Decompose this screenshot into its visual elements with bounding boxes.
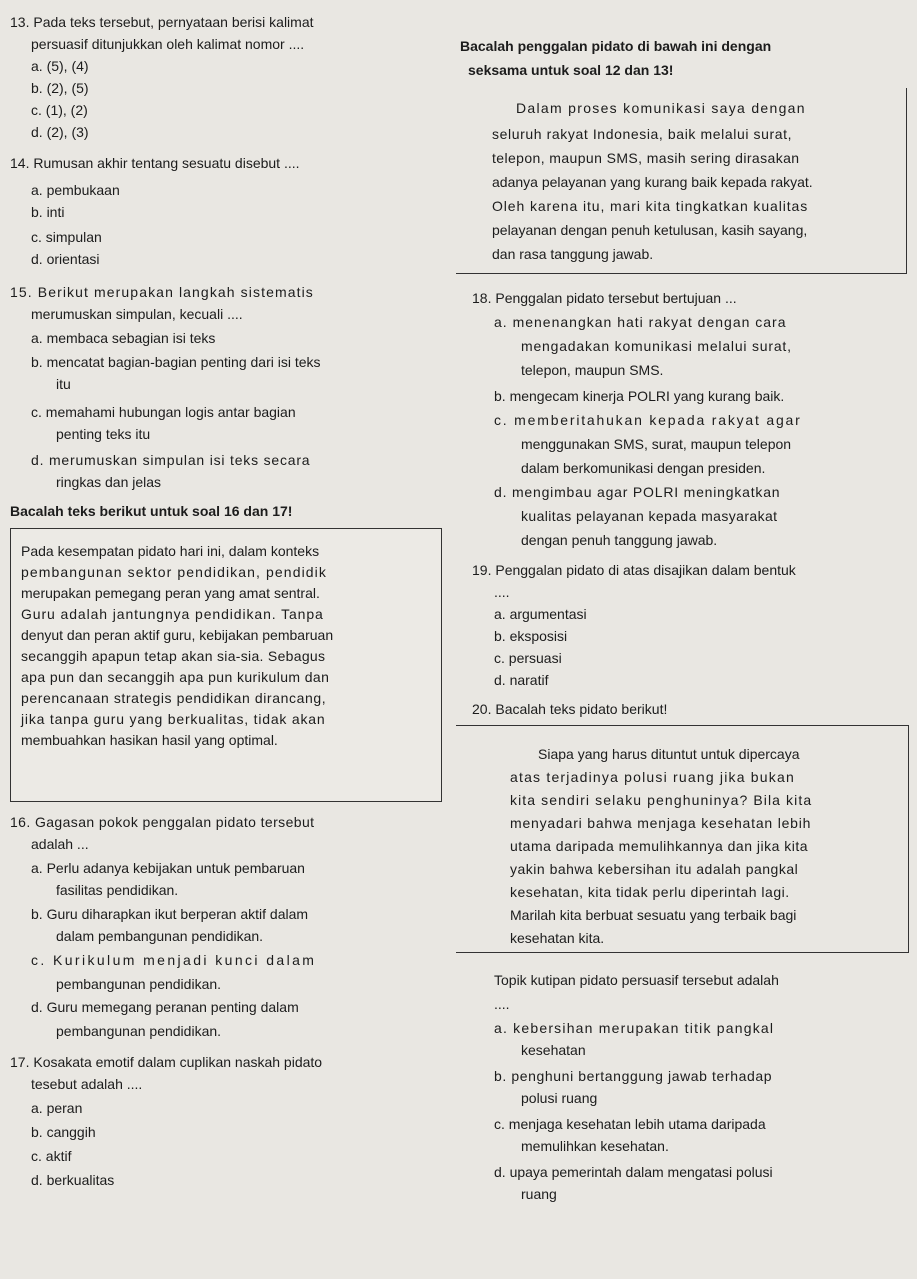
q20-option-c[interactable]: c. menjaga kesehatan lebih utama daripada	[494, 1116, 766, 1132]
passage-20-line-4: menyadari bahwa menjaga kesehatan lebih	[510, 815, 812, 831]
q16-option-a[interactable]: a. Perlu adanya kebijakan untuk pembaruan	[31, 860, 305, 876]
q18-option-a-cont-2: telepon, maupun SMS.	[521, 362, 664, 378]
passage-16-17-line-9: jika tanpa guru yang berkualitas, tidak akan	[21, 711, 326, 727]
q20-option-d-cont: ruang	[521, 1186, 557, 1202]
q16-option-a-cont: fasilitas pendidikan.	[56, 882, 179, 898]
passage-20-line-1: Siapa yang harus dituntut untuk dipercaya	[538, 746, 800, 762]
q18-option-d-cont-2: dengan penuh tanggung jawab.	[521, 532, 718, 548]
q17-option-d[interactable]: d. berkualitas	[31, 1172, 115, 1188]
q18-option-c[interactable]: c. memberitahukan kepada rakyat agar	[494, 412, 802, 428]
q15-option-c[interactable]: c. memahami hubungan logis antar bagian	[31, 404, 296, 420]
q20-option-d[interactable]: d. upaya pemerintah dalam mengatasi polusi	[494, 1164, 773, 1180]
q18-option-c-cont-1: menggunakan SMS, surat, maupun telepon	[521, 436, 792, 452]
passage-16-17-line-6: secanggih apapun tetap akan sia-sia. Sebagus	[21, 648, 326, 664]
q16-option-c[interactable]: c. Kurikulum menjadi kunci dalam	[31, 952, 317, 968]
q18-option-b[interactable]: b. mengecam kinerja POLRI yang kurang baik.	[494, 388, 785, 404]
passage-13-box	[456, 88, 907, 274]
passage-20-box	[456, 725, 909, 953]
q18-stem: 18. Penggalan pidato tersebut bertujuan ...	[472, 290, 737, 306]
q13-stem-line-2: persuasif ditunjukkan oleh kalimat nomor ....	[31, 36, 305, 52]
q19-option-d[interactable]: d. naratif	[494, 672, 549, 688]
passage-16-17-line-1: Pada kesempatan pidato hari ini, dalam konteks	[21, 543, 320, 559]
q20-option-c-cont: memulihkan kesehatan.	[521, 1138, 669, 1154]
q13-option-b[interactable]: b. (2), (5)	[31, 80, 89, 96]
q20-option-a-cont: kesehatan	[521, 1042, 586, 1058]
q14-option-a[interactable]: a. pembukaan	[31, 182, 120, 198]
passage-20-line-7: kesehatan, kita tidak perlu diperintah lagi.	[510, 884, 790, 900]
q16-option-b-cont: dalam pembangunan pendidikan.	[56, 928, 264, 944]
passage-16-17-line-5: denyut dan peran aktif guru, kebijakan pembaruan	[21, 627, 334, 643]
passage-20-line-9: kesehatan kita.	[510, 930, 605, 946]
q18-option-c-cont-2: dalam berkomunikasi dengan presiden.	[521, 460, 766, 476]
q16-option-b[interactable]: b. Guru diharapkan ikut berperan aktif dalam	[31, 906, 309, 922]
passage-16-17-line-10: membuahkan hasikan hasil yang optimal.	[21, 732, 278, 748]
q15-option-d-cont: ringkas dan jelas	[56, 474, 162, 490]
q20-question-line-1: Topik kutipan pidato persuasif tersebut adalah	[494, 972, 779, 988]
q13-option-a[interactable]: a. (5), (4)	[31, 58, 89, 74]
q14-option-b[interactable]: b. inti	[31, 204, 65, 220]
heading-13-line-2: seksama untuk soal 12 dan 13!	[468, 62, 674, 78]
heading-16-17: Bacalah teks berikut untuk soal 16 dan 17!	[10, 503, 293, 519]
q18-option-a-cont-1: mengadakan komunikasi melalui surat,	[521, 338, 792, 354]
q20-option-a[interactable]: a. kebersihan merupakan titik pangkal	[494, 1020, 775, 1036]
passage-16-17-line-2: pembangunan sektor pendidikan, pendidik	[21, 564, 327, 580]
q14-option-c[interactable]: c. simpulan	[31, 229, 102, 245]
heading-13-line-1: Bacalah penggalan pidato di bawah ini dengan	[460, 38, 772, 54]
passage-16-17-box	[10, 528, 442, 802]
q15-option-b-cont: itu	[56, 376, 71, 392]
q18-option-d[interactable]: d. mengimbau agar POLRI meningkatkan	[494, 484, 781, 500]
q13-option-d[interactable]: d. (2), (3)	[31, 124, 89, 140]
passage-20-line-5: utama daripada memulihkannya dan jika kita	[510, 838, 809, 854]
passage-20-line-2: atas terjadinya polusi ruang jika bukan	[510, 769, 795, 785]
passage-13-line-4: adanya pelayanan yang kurang baik kepada rakyat.	[492, 174, 813, 190]
passage-16-17-line-7: apa pun dan secanggih apa pun kurikulum dan	[21, 669, 330, 685]
q20-option-b[interactable]: b. penghuni bertanggung jawab terhadap	[494, 1068, 773, 1084]
q15-option-b[interactable]: b. mencatat bagian-bagian penting dari isi teks	[31, 354, 321, 370]
passage-13-line-1: Dalam proses komunikasi saya dengan	[516, 100, 806, 116]
passage-16-17-line-8: perencanaan strategis pendidikan dirancang,	[21, 690, 327, 706]
passage-13-line-7: dan rasa tanggung jawab.	[492, 246, 654, 262]
q15-option-c-cont: penting teks itu	[56, 426, 151, 442]
q20-option-b-cont: polusi ruang	[521, 1090, 598, 1106]
q14-option-d[interactable]: d. orientasi	[31, 251, 100, 267]
passage-20-line-6: yakin bahwa kebersihan itu adalah pangkal	[510, 861, 799, 877]
q19-stem-line-1: 19. Penggalan pidato di atas disajikan dalam bentuk	[472, 562, 796, 578]
passage-13-line-2: seluruh rakyat Indonesia, baik melalui surat,	[492, 126, 793, 142]
q20-question-line-2: ....	[494, 996, 510, 1012]
q16-stem-line-2: adalah ...	[31, 836, 89, 852]
q20-stem: 20. Bacalah teks pidato berikut!	[472, 701, 668, 717]
q16-stem-line-1: 16. Gagasan pokok penggalan pidato tersebut	[10, 814, 315, 830]
q19-stem-line-2: ....	[494, 584, 510, 600]
q19-option-a[interactable]: a. argumentasi	[494, 606, 587, 622]
passage-13-line-5: Oleh karena itu, mari kita tingkatkan kualitas	[492, 198, 809, 214]
passage-20-line-3: kita sendiri selaku penghuninya? Bila kita	[510, 792, 813, 808]
q17-option-b[interactable]: b. canggih	[31, 1124, 96, 1140]
q15-stem-line-1: 15. Berikut merupakan langkah sistematis	[10, 284, 314, 300]
q15-option-a[interactable]: a. membaca sebagian isi teks	[31, 330, 216, 346]
q17-option-c[interactable]: c. aktif	[31, 1148, 72, 1164]
q18-option-d-cont-1: kualitas pelayanan kepada masyarakat	[521, 508, 778, 524]
passage-16-17-line-3: merupakan pemegang peran yang amat sentral.	[21, 585, 320, 601]
q15-option-d[interactable]: d. merumuskan simpulan isi teks secara	[31, 452, 311, 468]
passage-13-line-3: telepon, maupun SMS, masih sering dirasakan	[492, 150, 800, 166]
q14-stem: 14. Rumusan akhir tentang sesuatu disebut ....	[10, 155, 300, 171]
q17-option-a[interactable]: a. peran	[31, 1100, 83, 1116]
q13-stem-line-1: 13. Pada teks tersebut, pernyataan berisi kalimat	[10, 14, 314, 30]
q17-stem-line-2: tesebut adalah ....	[31, 1076, 143, 1092]
q16-option-c-cont: pembangunan pendidikan.	[56, 976, 222, 992]
q16-option-d[interactable]: d. Guru memegang peranan penting dalam	[31, 999, 299, 1015]
q18-option-a[interactable]: a. menenangkan hati rakyat dengan cara	[494, 314, 787, 330]
q17-stem-line-1: 17. Kosakata emotif dalam cuplikan naskah pidato	[10, 1054, 323, 1070]
passage-13-line-6: pelayanan dengan penuh ketulusan, kasih sayang,	[492, 222, 808, 238]
q15-stem-line-2: merumuskan simpulan, kecuali ....	[31, 306, 243, 322]
q19-option-c[interactable]: c. persuasi	[494, 650, 562, 666]
q16-option-d-cont: pembangunan pendidikan.	[56, 1023, 222, 1039]
passage-16-17-line-4: Guru adalah jantungnya pendidikan. Tanpa	[21, 606, 324, 622]
passage-20-line-8: Marilah kita berbuat sesuatu yang terbaik bagi	[510, 907, 797, 923]
q13-option-c[interactable]: c. (1), (2)	[31, 102, 88, 118]
q19-option-b[interactable]: b. eksposisi	[494, 628, 568, 644]
